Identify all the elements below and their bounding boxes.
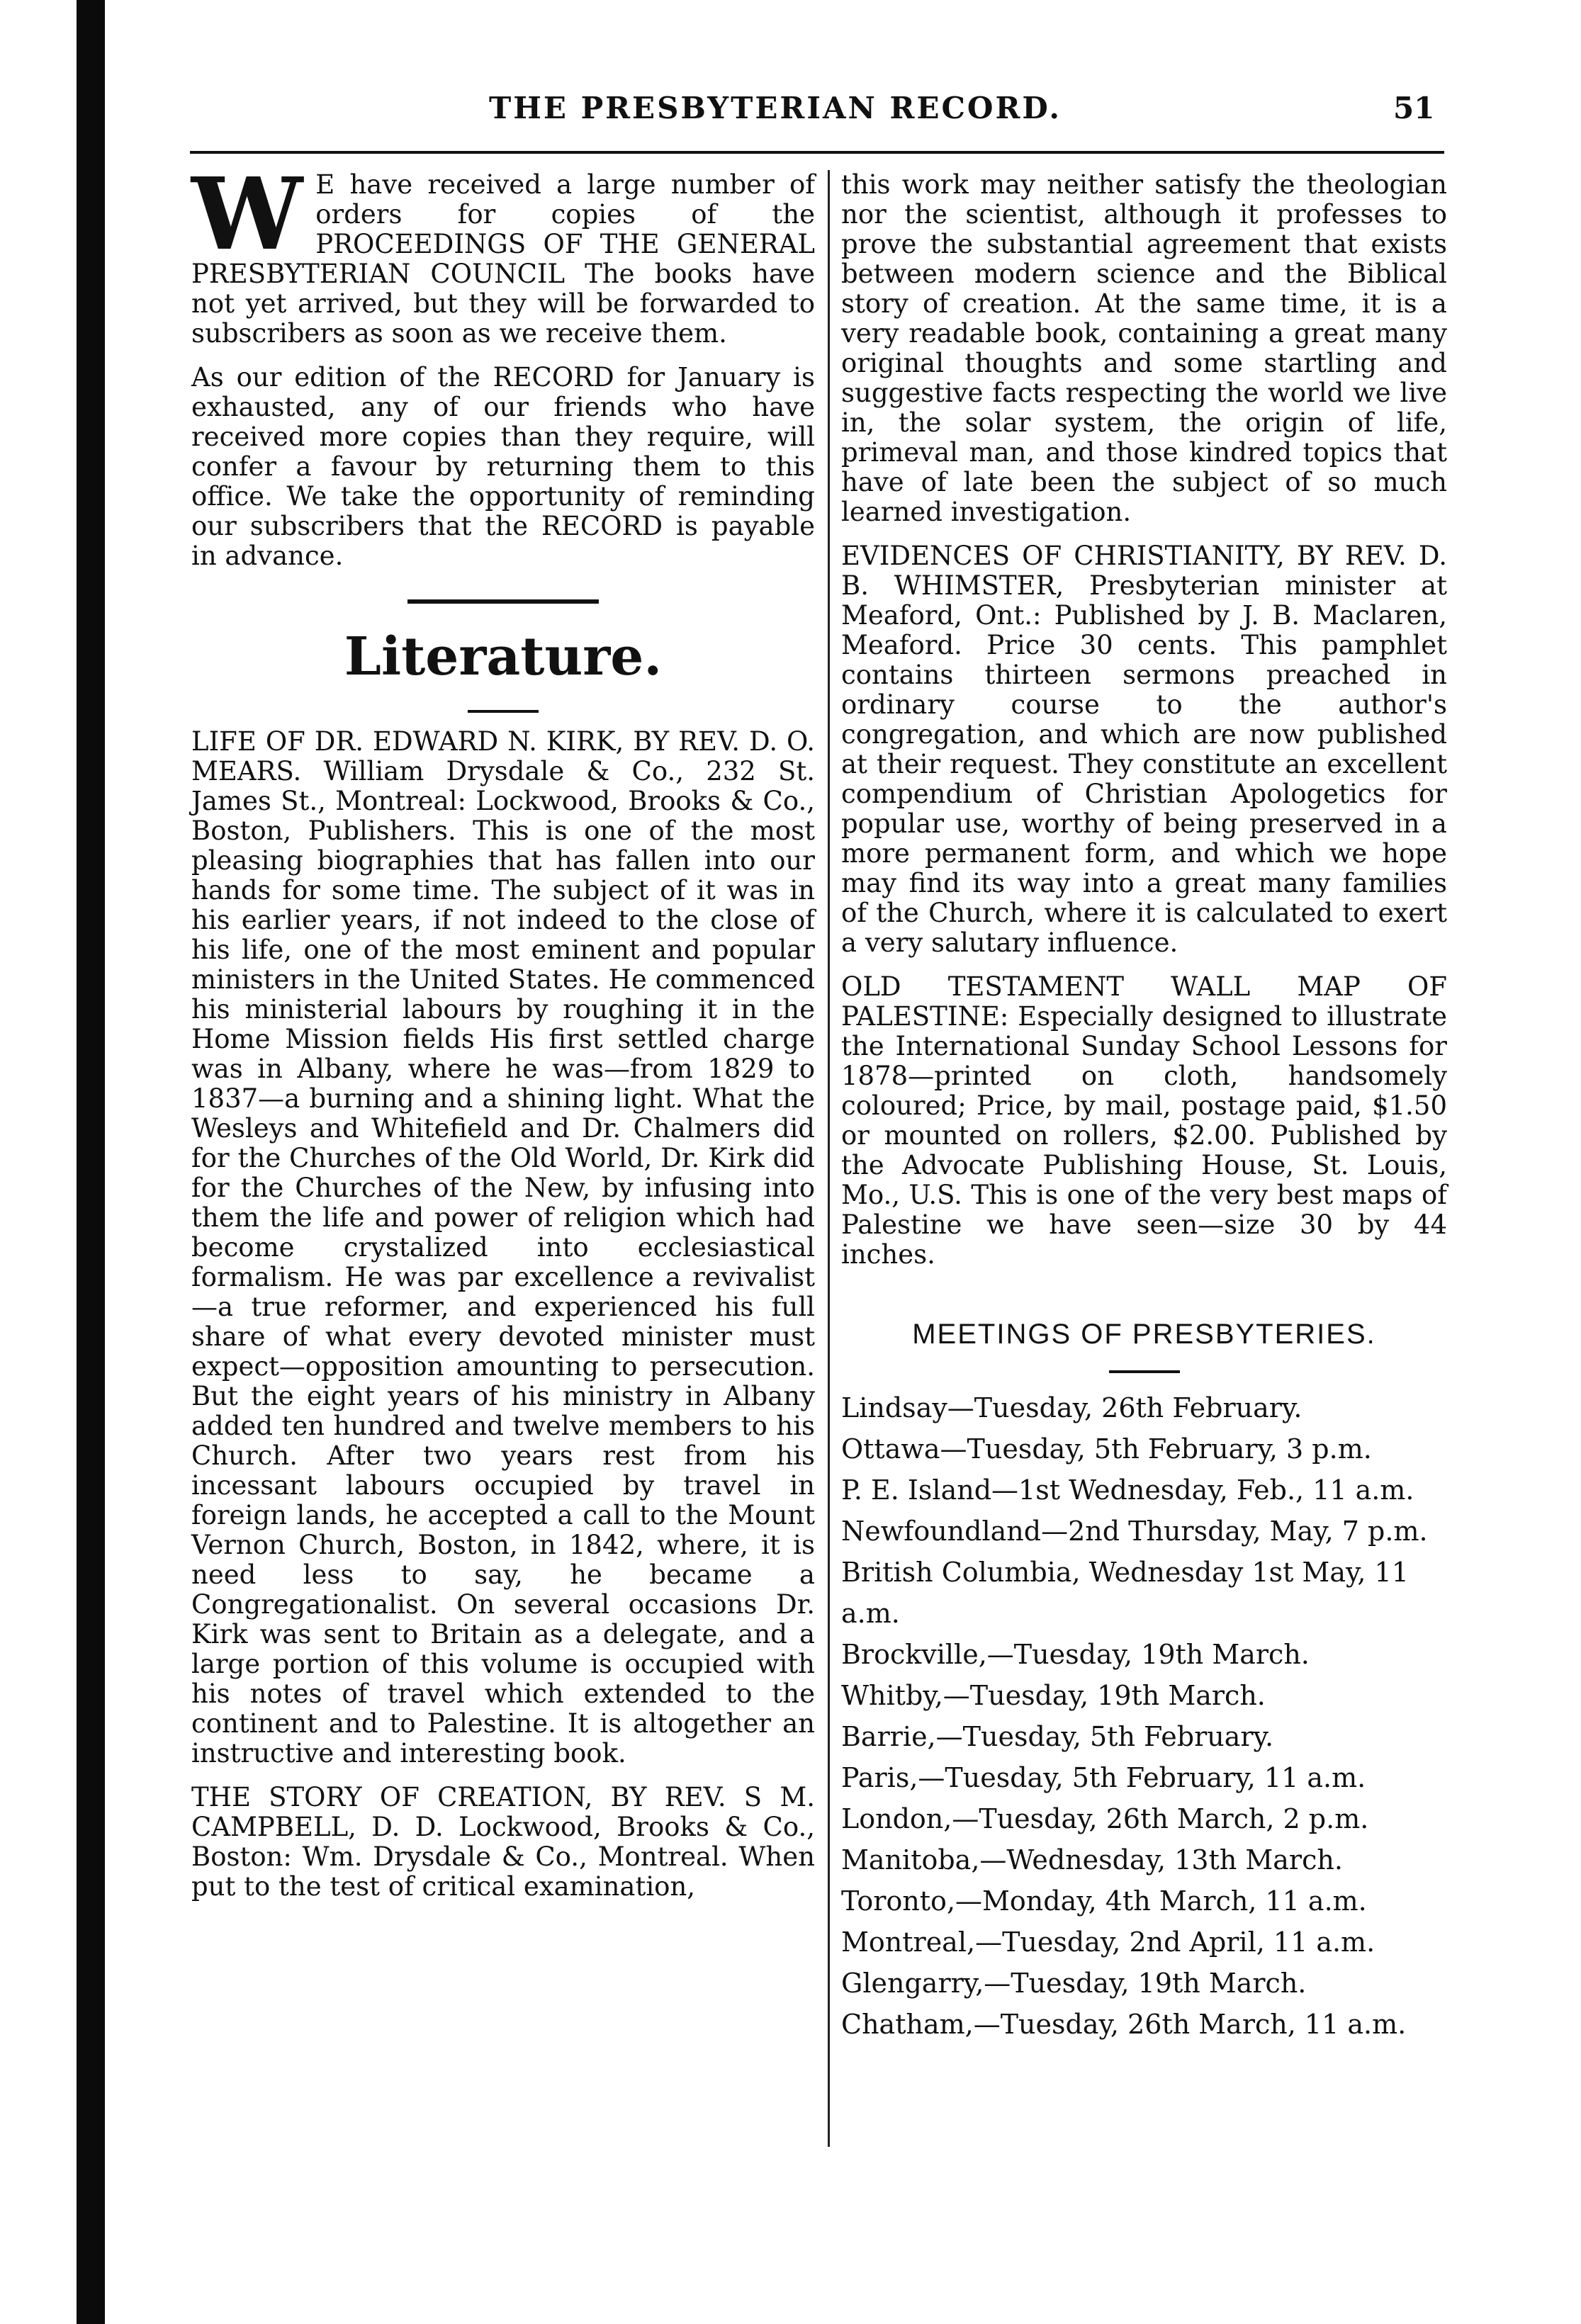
- review-map: OLD TESTAMENT WALL MAP OF PALESTINE: Especially designed to illustrate the International Sunday School Lessons for 1878—printed on cloth, handsomely coloured; Price, by mail, postage paid, $1.50 or mounted on rollers, $2.00. Published by the Advocate Publishing House, St. Louis, Mo., U.S. This is one of the very best maps of Palestine we have seen—size 30 by 44 inches.: [841, 971, 1447, 1270]
- list-item: Newfoundland—2nd Thursday, May, 7 p.m.: [841, 1516, 1428, 1547]
- record-notice: As our edition of the RECORD for January is exhausted, any of our friends who have received more copies than they require, will confer a favour by returning them to this office. We take the opportunity of reminding our subscribers that the RECORD is payable in advance.: [191, 362, 815, 571]
- short-rule: [468, 710, 539, 713]
- review-evidences: EVIDENCES OF CHRISTIANITY, BY REV. D. B. WHIMSTER, Presbyterian minister at Meaford, Ont.: Published by J. B. Maclaren, Meaford. Price 30 cents. This pamphlet contains thirteen sermons preached in ordinary course to the author's congregation, and which are now published at their request. They constitute an excellent compendium of Christian Apologetics for popular use, worthy of being preserved in a more permanent form, and which we hope may find its way into a great many families of the Church, where it is calculated to exert a very salutary influence.: [841, 541, 1447, 958]
- meetings-heading: MEETINGS OF PRESBYTERIES.: [912, 1319, 1376, 1350]
- list-item: Barrie,—Tuesday, 5th February.: [841, 1721, 1274, 1752]
- scan-edge-bar: [77, 0, 105, 2324]
- list-item: Whitby,—Tuesday, 19th March.: [841, 1680, 1266, 1711]
- list-item: Ottawa—Tuesday, 5th February, 3 p.m.: [841, 1433, 1372, 1465]
- review-creation: THE STORY OF CREATION, BY REV. S M. CAMPBELL, D. D. Lockwood, Brooks & Co., Boston: Wm. Drysdale & Co., Montreal. When put to the test of critical examination,: [191, 1782, 815, 1902]
- review-kirk: LIFE OF DR. EDWARD N. KIRK, BY REV. D. O. MEARS. William Drysdale & Co., 232 St. James St., Montreal: Lockwood, Brooks & Co., Boston, Publishers. This is one of the most pleasing biographies that has fallen into our hands for some time. The subject of it was in his earlier years, if not indeed to the close of his life, one of the most eminent and popular ministers in the United States. He commenced his ministerial labours by roughing it in the Home Mission fields His first settled charge was in Albany, where he was—from 1829 to 1837—a burning and a shining light. What the Wesleys and Whitefield and Dr. Chalmers did for the Churches of the Old World, Dr. Kirk did for the Churches of the New, by infusing into them the life and power of religion which had become crystalized into ecclesiastical formalism. He was par excellence a revivalist—a true reformer, and experienced his full share of what every devoted minister must expect—opposition amounting to persecution. But the eight years of his ministry in Albany added ten hundred and twelve members to his Church. After two years rest from his incessant labours occupied by travel in foreign lands, he accepted a call to the Mount Vernon Church, Boston, in 1842, where, it is need less to say, he became a Congregationalist. On several occasions Dr. Kirk was sent to Britain as a delegate, and a large portion of this volume is occupied with his notes of travel which extended to the continent and to Palestine. It is altogether an instructive and interesting book.: [191, 726, 815, 1769]
- review-creation-continued: this work may neither satisfy the theologian nor the scientist, although it professes to prove the substantial agreement that exists between modern science and the Biblical story of creation. At the same time, it is a very readable book, containing a great many original thoughts and some startling and suggestive facts respecting the world we live in, the solar system, the origin of life, primeval man, and those kindred topics that have of late been the subject of so much learned investigation.: [841, 169, 1447, 527]
- list-item: British Columbia, Wednesday 1st May, 11 a.m.: [841, 1557, 1409, 1629]
- running-head-title: THE PRESBYTERIAN RECORD.: [489, 91, 1062, 125]
- list-item: Brockville,—Tuesday, 19th March.: [841, 1639, 1310, 1670]
- list-item: P. E. Island—1st Wednesday, Feb., 11 a.m.: [841, 1474, 1414, 1506]
- right-column: [841, 170, 1447, 2045]
- list-item: Chatham,—Tuesday, 26th March, 11 a.m.: [841, 2009, 1407, 2040]
- list-item: Lindsay—Tuesday, 26th February.: [841, 1392, 1303, 1423]
- column-divider: [828, 170, 830, 2147]
- page-number: 51: [1393, 91, 1435, 125]
- section-heading: Literature.: [344, 626, 663, 687]
- notice-text: E have received a large number of orders for copies of the PROCEEDINGS OF THE GENERAL PRESBYTERIAN COUNCIL The books have not yet arrived, but they will be forwarded to subscribers as soon as we receive them.: [191, 169, 815, 349]
- left-column: [191, 157, 815, 1916]
- list-item: Glengarry,—Tuesday, 19th March.: [841, 1968, 1307, 1999]
- list-item: Toronto,—Monday, 4th March, 11 a.m.: [841, 1885, 1367, 1917]
- subscription-notice: [191, 157, 815, 349]
- list-item: Paris,—Tuesday, 5th February, 11 a.m.: [841, 1762, 1366, 1793]
- list-item: Montreal,—Tuesday, 2nd April, 11 a.m.: [841, 1927, 1375, 1958]
- header-rule: [190, 151, 1444, 154]
- meetings-list: [841, 1387, 1447, 2045]
- ornamental-rule: [407, 599, 599, 604]
- short-rule: [1109, 1370, 1180, 1373]
- literature-section-header: [191, 599, 815, 713]
- list-item: Manitoba,—Wednesday, 13th March.: [841, 1844, 1343, 1875]
- drop-cap: W: [191, 157, 303, 273]
- list-item: London,—Tuesday, 26th March, 2 p.m.: [841, 1803, 1369, 1834]
